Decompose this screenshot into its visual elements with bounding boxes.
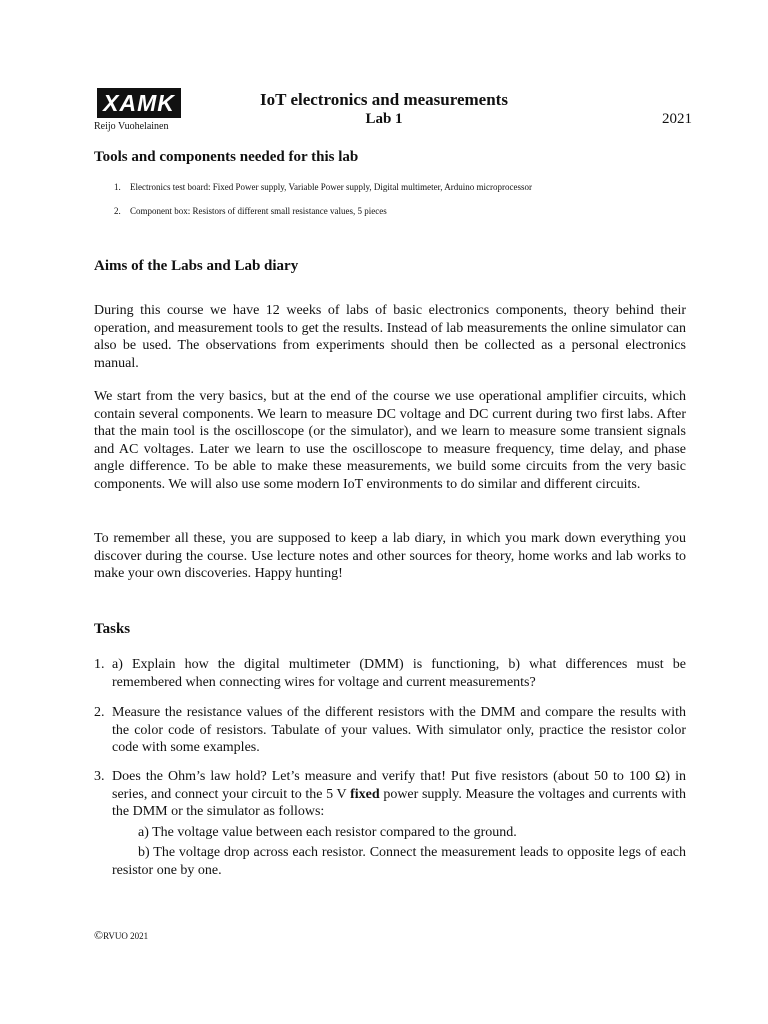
copyright-footer: ©RVUO 2021: [94, 928, 149, 942]
tools-list: [114, 182, 714, 230]
lab-number: Lab 1: [365, 111, 403, 127]
task-item-3: 3. Does the Ohm’s law hold? Let’s measure and verify that! Put five resistors (about 50 to 100 Ω) in series, and connect your circuit to the 5 V fixed power supply. Measure the voltages and currents with the DMM or the simulator as follows: a) The voltage value between each resistor compared to the ground. b) The voltage drop across each resistor. Connect the measurement leads to opposite legs of each resistor one by one.: [94, 769, 687, 878]
task-3-text: Does the Ohm’s law hold? Let’s measure and verify that! Put five resistors (about 50 to 100 Ω) in series, and connect your circuit to the 5 V fixed power supply. Measure the voltages and currents with the DMM or the simulator as follows:: [112, 769, 687, 820]
tools-heading: Tools and components needed for this lab: [94, 149, 359, 165]
xamk-logo: XAMK: [97, 88, 181, 118]
task-item-2: 2. Measure the resistance values of the different resistors with the DMM and compare the results with the color code of resistors. Tabulate of your values. With simulator only, practice the resistor color code with some examples.: [94, 705, 686, 756]
aims-paragraph-3: To remember all these, you are supposed to keep a lab diary, in which you mark down everything you discover during the course. Use lecture notes and other sources for theory, home works and lab works to make your own discoveries. Happy hunting!: [94, 531, 686, 582]
task-3-sub-b: b) The voltage drop across each resistor. Connect the measurement leads to opposite legs of each resistor one by one.: [112, 845, 686, 878]
document-year: 2021: [662, 111, 692, 127]
aims-paragraph-1: During this course we have 12 weeks of labs of basic electronics components, theory behind their operation, and measurement tools to get the results. Instead of lab measurements the online simulator can also be used. The observations from experiments should then be collected as a personal electronics manual.: [94, 303, 686, 371]
aims-heading: Aims of the Labs and Lab diary: [94, 258, 299, 274]
document-title: IoT electronics and measurements: [260, 90, 508, 109]
task-3-sub-a: a) The voltage value between each resistor compared to the ground.: [138, 824, 517, 840]
list-item: 2. Component box: Resistors of different small resistance values, 5 pieces: [114, 206, 387, 216]
task-item-1: 1. a) Explain how the digital multimeter (DMM) is functioning, b) what differences must be remembered when connecting wires for voltage and current measurements?: [94, 657, 686, 690]
tasks-heading: Tasks: [94, 621, 131, 637]
list-item: 1. Electronics test board: Fixed Power supply, Variable Power supply, Digital multimeter, Arduino microprocessor: [114, 182, 532, 192]
author-name: Reijo Vuohelainen: [94, 121, 169, 132]
aims-paragraph-2: We start from the very basics, but at the end of the course we use operational amplifier circuits, which contain several components. We learn to measure DC voltage and DC current during two first labs. After that the main tool is the oscilloscope (or the simulator), and we learn to measure some transient signals and AC voltages. Later we learn to use the oscilloscope to measure frequency, time delay, and phase angle difference. To be able to make these measurements, we build some circuits from the very basic components. We will also use some modern IoT environments to do similar and different circuits.: [94, 389, 686, 492]
